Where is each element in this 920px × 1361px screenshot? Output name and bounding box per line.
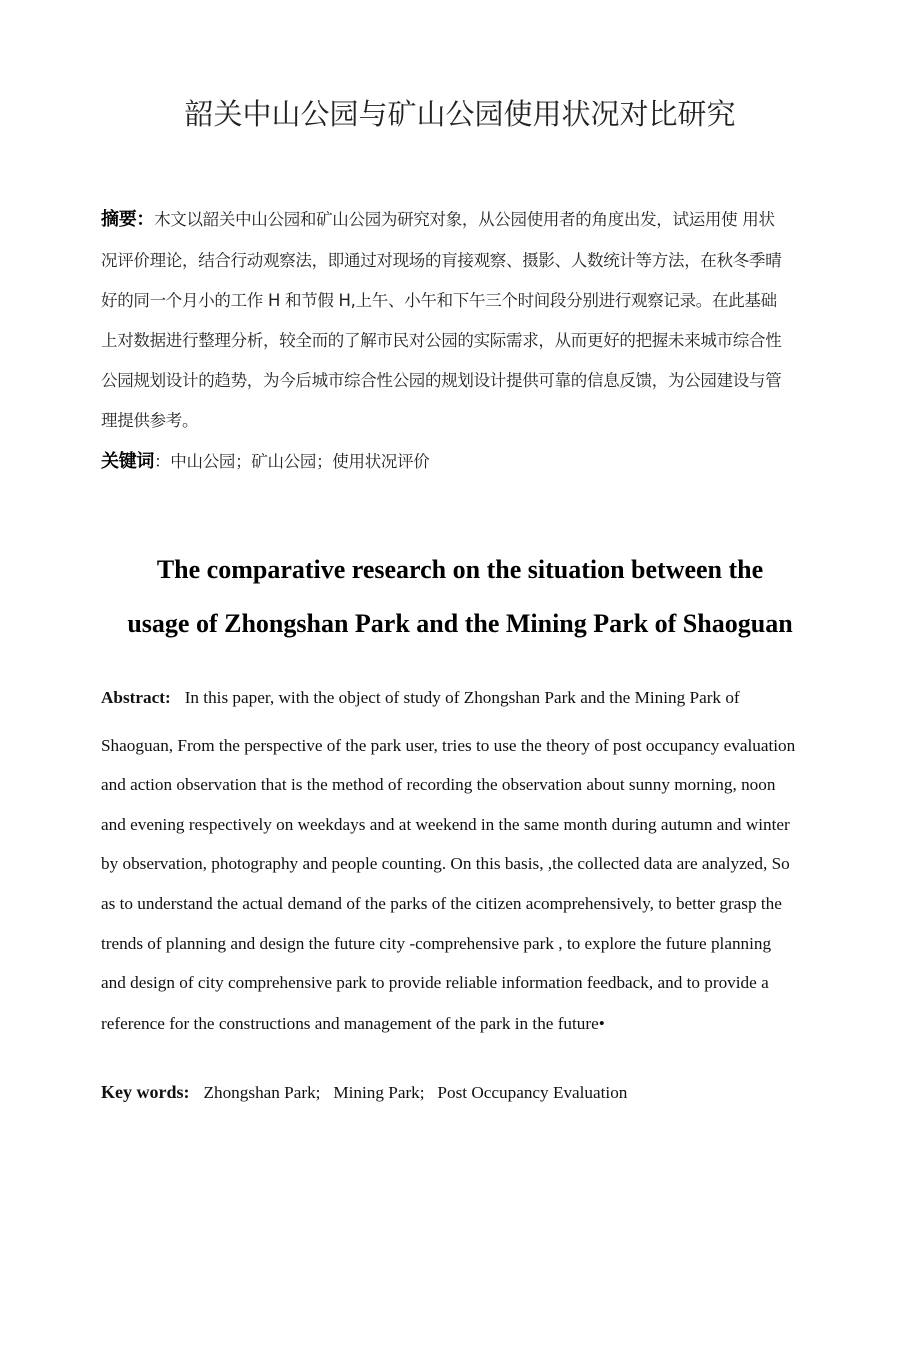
cn-abstract-line-2: 况评价理论，结合行动观察法，即通过对现场的肓接观察、摄影、人数统计等方法，在秋冬季晴 — [101, 251, 782, 270]
cn-keywords-label: 关键词 — [101, 451, 155, 472]
en-abstract-line-7: trends of planning and design the future city -comprehensive park , to explore the future planning — [101, 934, 772, 953]
en-keywords-label: Key words: — [101, 1082, 190, 1102]
cn-abstract-line-1 — [101, 205, 775, 231]
en-abstract-line-4: and evening respectively on weekdays and at weekend in the same month during autumn and winter — [101, 815, 790, 834]
en-keywords — [101, 1082, 627, 1103]
cn-abstract-line-5: 公园规划设计的趋势，为今后城市综合性公园的规划设计提供可靠的信息反馈，为公园建设与管 — [101, 371, 782, 390]
en-abstract-line-5: by observation, photography and people counting. On this basis, ,the collected data are analyzed, So — [101, 854, 790, 873]
en-abstract-line-2: Shaoguan, From the perspective of the park user, tries to use the theory of post occupancy evaluation — [101, 736, 796, 755]
en-abstract-text: In this paper, with the object of study of Zhongshan Park and the Mining Park of — [184, 688, 740, 707]
cn-keywords — [101, 447, 430, 473]
english-title-line-2: usage of Zhongshan Park and the Mining Park of Shaoguan — [127, 609, 793, 638]
cn-keywords-text: ：中山公园；矿山公园；使用状况评价 — [154, 452, 430, 471]
en-abstract-line-8: and design of city comprehensive park to provide reliable information feedback, and to provide a — [101, 973, 769, 992]
en-abstract-line-1 — [101, 688, 740, 708]
cn-abstract-text: 木文以韶关中山公园和矿山公园为研究对象，从公园使用者的角度出发，试运用使 用状 — [154, 210, 775, 229]
cn-abstract-label: 摘要： — [101, 209, 155, 230]
en-keywords-text: Zhongshan Park; Mining Park; Post Occupancy Evaluation — [203, 1083, 628, 1102]
en-abstract-label: Abstract: — [101, 688, 171, 707]
en-abstract-line-6: as to understand the actual demand of the parks of the citizen acomprehensively, to better grasp the — [101, 894, 782, 913]
cn-abstract-line-4: 上对数据进行整理分析，较全而的了解市民对公园的实际需求，从而更好的把握未来城市综合性 — [101, 331, 782, 350]
chinese-title: 韶关中山公园与矿山公园使用状况对比研究 — [184, 97, 736, 131]
en-abstract-line-9: reference for the constructions and management of the park in the future• — [101, 1014, 605, 1033]
en-abstract-line-3: and action observation that is the method of recording the observation about sunny morning, noon — [101, 775, 776, 794]
cn-abstract-line-3: 好的同一个月小的工作 H 和节假 H,上午、小午和下午三个时间段分别进行观察记录。在此基础 — [101, 291, 777, 310]
english-title-line-1: The comparative research on the situation between the — [156, 555, 764, 584]
cn-abstract-line-6: 理提供参考。 — [101, 411, 199, 430]
